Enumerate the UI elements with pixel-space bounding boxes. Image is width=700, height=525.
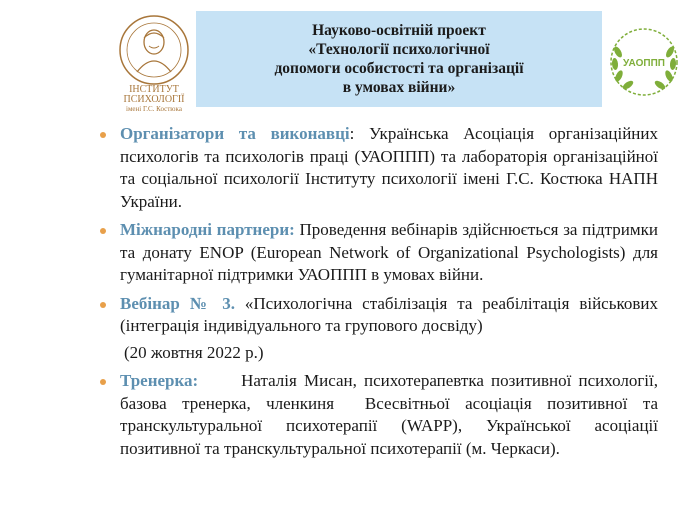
webinar-date: (20 жовтня 2022 р.) <box>124 342 264 362</box>
item-text: «Психологічна стабілізація та реабілітація військових (інтеграція індивідуального та групового досвіду) <box>120 293 658 335</box>
institute-logo-line3: імені Г.С. Костюка <box>126 105 182 112</box>
bullet-icon <box>100 228 106 234</box>
institute-logo <box>113 12 195 112</box>
institute-seal-icon <box>113 12 195 112</box>
title-line: Науково-освітній проект <box>312 22 486 39</box>
item-text: Проведення вебінарів здійснюється за підтримки та донату ENOP (European Network of Organizational Psychologists) для гуманітарної підтримки УАОППП в умовах війни. <box>120 220 658 284</box>
header <box>0 0 700 118</box>
list-item-trainer <box>98 370 667 460</box>
title-line: в умовах війни» <box>342 79 456 96</box>
bullet-icon <box>100 302 106 308</box>
institute-logo-line2: ПСИХОЛОГІЇ <box>123 94 185 105</box>
title-line: «Технології психологічної <box>308 41 490 58</box>
uaopp-logo <box>604 22 684 102</box>
item-text: : Українська Асоціація організаційних психологів та психологів праці (УАОППП) та лабораторія організаційної та соціальної психології Інституту психології імені Г.С. Костюка НАПН України. <box>120 124 658 211</box>
item-label: Організатори та виконавці <box>120 124 350 143</box>
list-item-partners <box>98 219 658 287</box>
item-label: Вебінар № 3. <box>120 293 236 313</box>
content-list <box>98 123 667 466</box>
project-title <box>196 11 602 107</box>
item-text: Наталія Мисан, психотерапевтка позитивної психології, базова тренерка, членкиня Всесвітньої асоціація позитивної та транскультуральної психотерапії (WAPP), Української асоціації позитивної та транскультуральної психотерапії (м. Черкаси). <box>120 371 667 458</box>
item-label: Міжнародні партнери: <box>120 220 295 239</box>
bullet-icon <box>100 379 106 385</box>
bullet-icon <box>100 132 106 138</box>
list-item-webinar <box>98 293 658 338</box>
uaopp-logo-text: УАОППП <box>623 58 665 69</box>
item-label: Тренерка: <box>120 371 199 390</box>
list-item-organizers <box>98 123 658 213</box>
institute-logo-line1: ІНСТИТУТ <box>129 84 179 95</box>
title-line: допомоги особистості та організації <box>274 60 524 77</box>
laurel-wreath-icon <box>604 22 684 102</box>
